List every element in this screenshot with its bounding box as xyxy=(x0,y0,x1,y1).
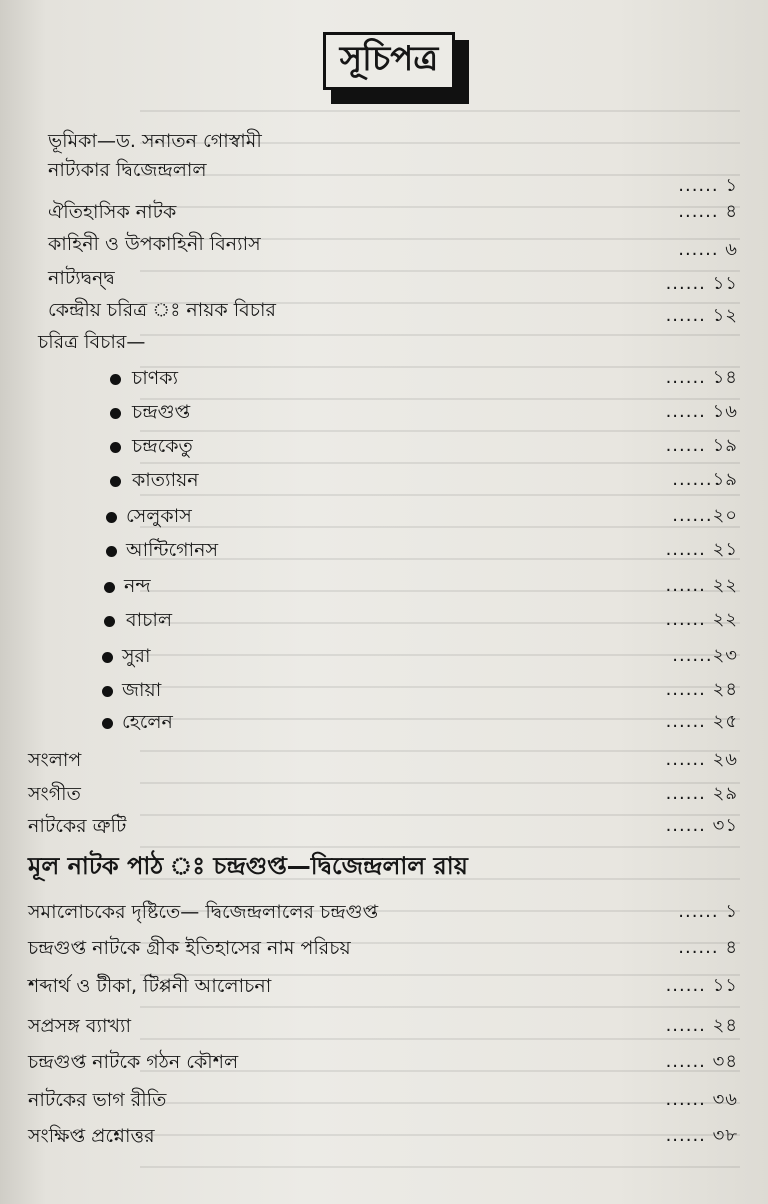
toc-label: সংক্ষিপ্ত প্রশ্নোত্তর xyxy=(28,1125,155,1147)
toc-label: সংলাপ xyxy=(28,749,82,771)
toc-page: ...... ৩৬ xyxy=(665,1089,738,1110)
toc-label: কাত্যায়ন xyxy=(132,469,199,491)
toc-row xyxy=(0,1122,768,1152)
toc-label: হেলেন xyxy=(122,711,173,733)
toc-subrow xyxy=(0,642,768,672)
toc-page: ...... ৬ xyxy=(678,239,738,260)
toc-label: বাচাল xyxy=(126,609,173,631)
toc-label: নাটকের ভাগ রীতি xyxy=(28,1089,167,1111)
toc-row xyxy=(0,264,768,294)
toc-page: ...... ২৪ xyxy=(665,679,738,700)
toc-label: কেন্দ্রীয় চরিত্র ঃ নায়ক বিচার xyxy=(48,299,276,321)
toc-page: ...... ২২ xyxy=(665,575,738,596)
section-heading: মূল নাটক পাঠ ঃ চন্দ্রগুপ্ত—দ্বিজেন্দ্রলাল রায় xyxy=(28,852,468,880)
bullet-icon xyxy=(110,374,121,385)
bullet-icon xyxy=(110,476,121,487)
toc-row xyxy=(0,1012,768,1042)
toc-page: ......২০ xyxy=(672,505,738,526)
toc-label: সংগীত xyxy=(28,783,81,805)
bullet-icon xyxy=(104,582,115,593)
toc-label: নন্দ xyxy=(124,575,151,597)
toc-row xyxy=(0,198,768,228)
toc-page: ...... ২১ xyxy=(665,539,738,560)
bullet-icon xyxy=(106,546,117,557)
toc-label: জায়া xyxy=(122,679,162,701)
toc-label: ভূমিকা—ড. সনাতন গোস্বামী xyxy=(48,130,262,152)
page-title: সূচিপত্র xyxy=(323,32,455,90)
toc-row xyxy=(0,127,768,157)
toc-row xyxy=(0,746,768,776)
toc-row xyxy=(0,934,768,964)
toc-label: নাট্যদ্বন্দ্ব xyxy=(48,267,115,289)
toc-row xyxy=(0,230,768,260)
toc-label: শব্দার্থ ও টীকা, টিপ্পনী আলোচনা xyxy=(28,975,272,997)
toc-page: ......১৯ xyxy=(672,469,738,490)
bullet-icon xyxy=(102,718,113,729)
bullet-icon xyxy=(110,408,121,419)
bullet-icon xyxy=(102,686,113,697)
toc-label: সুরা xyxy=(122,645,151,667)
toc-label: চন্দ্রগুপ্ত xyxy=(132,401,191,423)
toc-row xyxy=(0,1048,768,1078)
toc-page: ...... ১২ xyxy=(665,305,738,326)
toc-label: চরিত্র বিচার— xyxy=(38,331,146,353)
toc-label: সপ্রসঙ্গ ব্যাখ্যা xyxy=(28,1015,132,1037)
toc-page: ...... ২২ xyxy=(665,609,738,630)
toc-label: চন্দ্রকেতু xyxy=(132,435,193,457)
toc-page: ......২৩ xyxy=(672,645,738,666)
toc-label: ঐতিহাসিক নাটক xyxy=(48,201,177,223)
toc-label: চন্দ্রগুপ্ত নাটকে গ্রীক ইতিহাসের নাম পরিচয় xyxy=(28,937,351,959)
toc-page: ...... ১৯ xyxy=(665,435,738,456)
toc-label: সেলুকাস xyxy=(126,505,192,527)
toc-page: ...... ৩৪ xyxy=(665,1051,738,1072)
bullet-icon xyxy=(104,616,115,627)
toc-label: আন্টিগোনস xyxy=(126,539,219,561)
toc-label: চাণক্য xyxy=(132,367,179,389)
toc-subrow xyxy=(0,432,768,462)
toc-page: ...... ১ xyxy=(678,175,738,196)
bullet-icon xyxy=(102,652,113,663)
toc-row xyxy=(0,972,768,1002)
toc-subrow xyxy=(0,708,768,738)
toc-row xyxy=(0,812,768,842)
toc-subrow xyxy=(0,536,768,566)
toc-page: ...... ৪ xyxy=(678,201,738,222)
toc-subrow xyxy=(0,572,768,602)
toc-label: কাহিনী ও উপকাহিনী বিন্যাস xyxy=(48,233,261,255)
toc-row xyxy=(0,296,768,326)
toc-label: সমালোচকের দৃষ্টিতে— দ্বিজেন্দ্রলালের চন্দ্রগুপ্ত xyxy=(28,901,379,923)
title-frame xyxy=(323,32,455,90)
toc-page: ...... ৩১ xyxy=(665,815,738,836)
toc-label: নাট্যকার দ্বিজেন্দ্রলাল xyxy=(48,159,207,181)
bullet-icon xyxy=(110,442,121,453)
toc-row xyxy=(0,780,768,810)
toc-subrow xyxy=(0,398,768,428)
toc-subrow xyxy=(0,364,768,394)
toc-subrow xyxy=(0,466,768,496)
toc-subrow xyxy=(0,606,768,636)
toc-page: ...... ১১ xyxy=(665,975,738,996)
toc-page: ...... ২৪ xyxy=(665,1015,738,1036)
toc-label: চন্দ্রগুপ্ত নাটকে গঠন কৌশল xyxy=(28,1051,239,1073)
toc-page: ...... ২৫ xyxy=(665,711,738,732)
toc-row xyxy=(0,898,768,928)
toc-page: ...... ১১ xyxy=(665,273,738,294)
toc-row xyxy=(0,328,768,358)
toc-page: ...... ২৬ xyxy=(665,749,738,770)
toc-page: ...... ১ xyxy=(678,901,738,922)
toc-subrow xyxy=(0,502,768,532)
toc-page: ...... ১৪ xyxy=(665,367,738,388)
toc-label: নাটকের ত্রুটি xyxy=(28,815,127,837)
toc-page: ...... ৪ xyxy=(678,937,738,958)
toc-subrow xyxy=(0,676,768,706)
toc-row xyxy=(0,156,768,196)
toc-page: ...... ১৬ xyxy=(665,401,738,422)
toc-row xyxy=(0,1086,768,1116)
toc-page: ...... ২৯ xyxy=(665,783,738,804)
bullet-icon xyxy=(106,512,117,523)
toc-page: ...... ৩৮ xyxy=(665,1125,738,1146)
